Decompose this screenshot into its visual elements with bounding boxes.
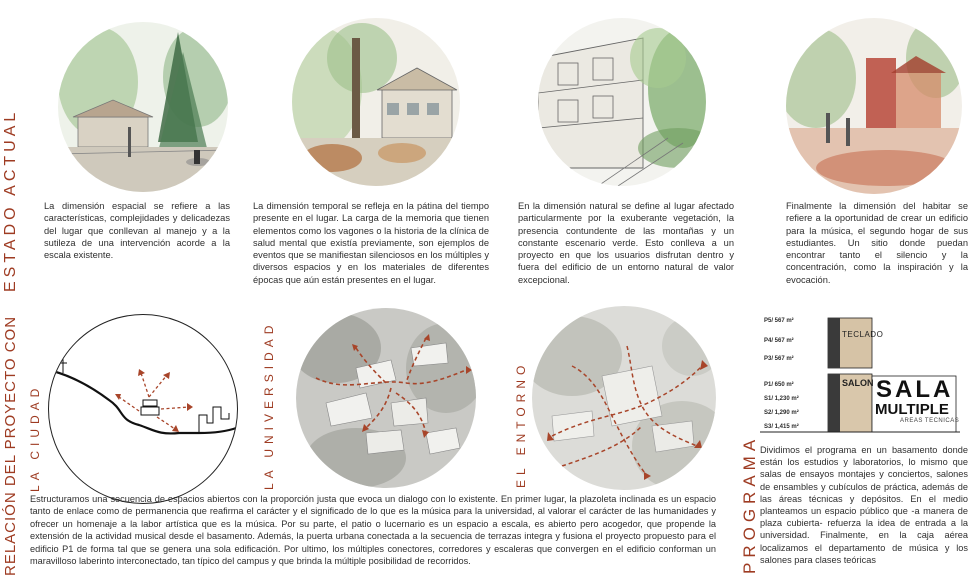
section-label-estado-actual: ESTADO ACTUAL [2, 108, 19, 292]
sublabel-la-universidad: LA UNIVERSIDAD [262, 320, 276, 490]
tag-sala: SALA [876, 376, 954, 403]
floor-label-p4: P4/ 567 m² [764, 338, 794, 344]
tag-teclado: TECLADO [842, 330, 884, 339]
sublabel-el-entorno: EL ENTORNO [514, 360, 528, 488]
sketch-temporal [292, 18, 460, 186]
section-label-relacion: RELACIÓN DEL PROYECTO CON [2, 315, 19, 576]
sketch-espacial [58, 22, 228, 192]
sublabel-la-ciudad: LA CIUDAD [28, 383, 42, 492]
floor-label-p5: P5/ 567 m² [764, 318, 794, 324]
text-dimension-natural: En la dimensión natural se define al lugar afectado particularmente por la exuberante vegetación, la presencia contundente de las montañas y un constante escenario verde. Esto conlleva a un proyecto en que los usuarios disfrutan dentro y fuera del edificio de un entorno natural de valor excepcional. [518, 201, 734, 285]
tag-salon: SALON [842, 378, 874, 388]
tag-multiple: MULTIPLE [875, 401, 949, 418]
floor-label-s1: S1/ 1,230 m² [764, 396, 799, 402]
text-dimension-habitar: Finalmente la dimensión del habitar se refiere a la oportunidad de crear un edificio para la música, el segundo hogar de sus estudiantes. Un sitio donde puedan encontrar tanto el silencio y la concentración, como la inspiración y la evocación. [786, 201, 968, 285]
floor-label-s2: S2/ 1,290 m² [764, 410, 799, 416]
tag-areas-tecnicas: AREAS TECNICAS [900, 418, 960, 424]
sketch-natural [538, 18, 706, 186]
text-programa: Dividimos el programa en un basamento donde están los estudios y laboratorios, lo mismo que salas de ensayos montajes y conciertos, salones de ensambles y cubículos de práctica, además de las áreas técnicas y depósitos. En el medio planteamos un espacio público que -a manera de plaza cubierta- refuerza la idea de entrada a la universidad. Finalmente, en la caja aérea localizamos el departamento de música y los salones para clases teóricas [760, 445, 968, 565]
sketch-habitar [786, 18, 962, 194]
diagram-la-ciudad [48, 314, 238, 504]
floor-label-p3: P3/ 567 m² [764, 356, 794, 362]
map-la-universidad [296, 308, 476, 488]
section-label-programa: PROGRAMA [740, 434, 759, 574]
programa-diagram [760, 316, 970, 436]
map-el-entorno [532, 306, 716, 490]
floor-label-s3: S3/ 1,415 m² [764, 424, 799, 430]
text-relacion: Estructuramos una secuencia de espacios abiertos con la proporción justa que evoca un dialogo con lo existente. En primer lugar, la plazoleta inclinada es un espacio tanto de enlace como de permanencia que reafirma el carácter y el significado de lo que es la música para la universidad, al valorar el carácter de las humanidades y ofrecer un homenaje a la labor artística que es la música. Por su parte, el patio o lucernario es un espacio a escala, es abierto pero acogedor, que propende la extensión de la actividad musical desde el basamento. Además, la puerta urbana conectada a la secuencia de terrazas integra y fusiona el proyecto propuesto para el edificio P1 de forma tal que se genera una sola edificación. Por ultimo, los múltiples conectores, corredores y escaleras que convergen en el edificio conforman un maravilloso laberinto interconectado, tan típico del campus y que brinda la múltiple posibilidad de recorridos. [30, 494, 716, 567]
text-dimension-temporal: La dimensión temporal se refleja en la pátina del tiempo presente en el lugar. La carga de la memoria que tienen elementos como los vagones o la historia de la clínica de salud mental que existía previamente, son ejemplos de eventos que se manifiestan silenciosos en los múltiples y diversos espacios y en los materiales de diferentes épocas que aún están presentes en el lugar. [253, 201, 489, 285]
floor-label-p1: P1/ 650 m² [764, 382, 794, 388]
text-dimension-espacial: La dimensión espacial se refiere a las características, complejidades y delicadezas del lugar que conllevan al manejo y a la sutileza de una intervención acorde a la escala existente. [44, 201, 230, 261]
